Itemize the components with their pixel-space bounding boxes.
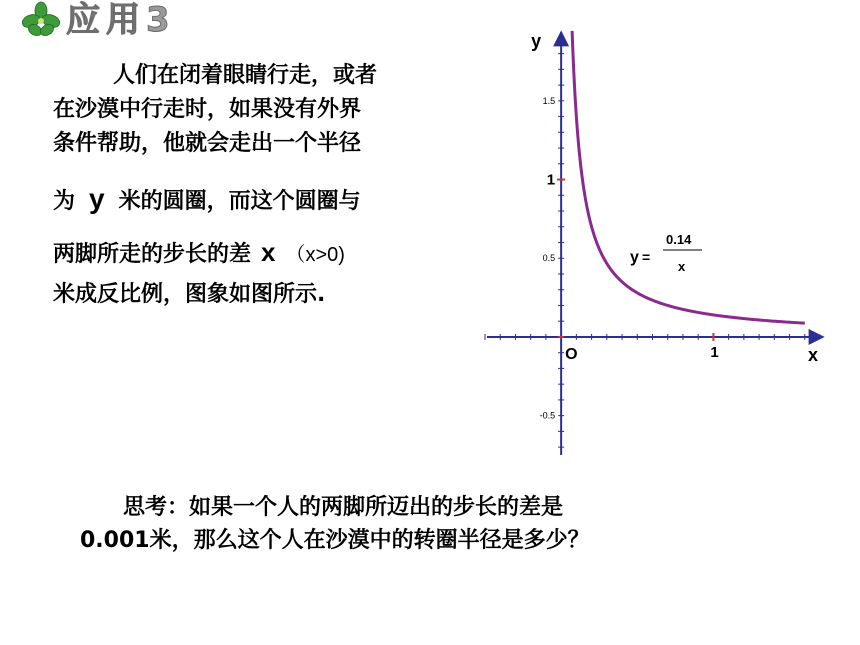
formula-lhs: y (630, 249, 639, 266)
formula-denominator: x (678, 259, 686, 274)
question-paragraph (0, 491, 860, 557)
x-axis-label: x (808, 344, 819, 365)
intro-line-5-pre: 两脚所走的步长的差 (53, 242, 252, 267)
formula (630, 232, 702, 274)
leaf-icon (20, 1, 62, 39)
formula-numerator: 0.14 (666, 232, 692, 247)
intro-line-4-post: 米的圆圈，而这个圆圈与 (118, 189, 361, 214)
x-tick-label: 1 (710, 343, 719, 361)
y-tick-label: 0.5 (542, 253, 556, 264)
intro-line-4 (53, 182, 473, 219)
question-line-2: 0.001米，那么这个人在沙漠中的转圈半径是多少？ (80, 528, 590, 553)
intro-line-3: 条件帮助，他就会走出一个半径 (53, 131, 362, 156)
intro-line-1: 人们在闭着眼睛行走，或者 (113, 63, 378, 88)
origin-label: O (565, 345, 578, 363)
intro-line-5 (53, 232, 473, 315)
inverse-proportion-chart (480, 25, 825, 460)
intro-line-4-pre: 为 (53, 189, 76, 214)
condition-x-positive: （x>0) (285, 244, 345, 266)
variable-y: y (89, 183, 105, 214)
intro-line-2: 在沙漠中行走时，如果没有外界 (53, 97, 362, 122)
variable-x: x (261, 237, 276, 267)
question-line-1: 思考：如果一个人的两脚所迈出的步长的差是 (123, 495, 564, 520)
y-axis-label: y (531, 31, 542, 51)
y-tick-label: -0.5 (539, 410, 556, 421)
series-curve (572, 31, 805, 323)
intro-line-6: 米成反比例，图象如图所示. (53, 282, 326, 307)
formula-equals: = (642, 249, 651, 265)
y-tick-label: 1 (546, 171, 556, 189)
header (20, 0, 176, 40)
y-tick-label: 1.5 (542, 95, 556, 106)
intro-paragraph (53, 59, 473, 161)
page-title: 应用3 (66, 0, 176, 40)
